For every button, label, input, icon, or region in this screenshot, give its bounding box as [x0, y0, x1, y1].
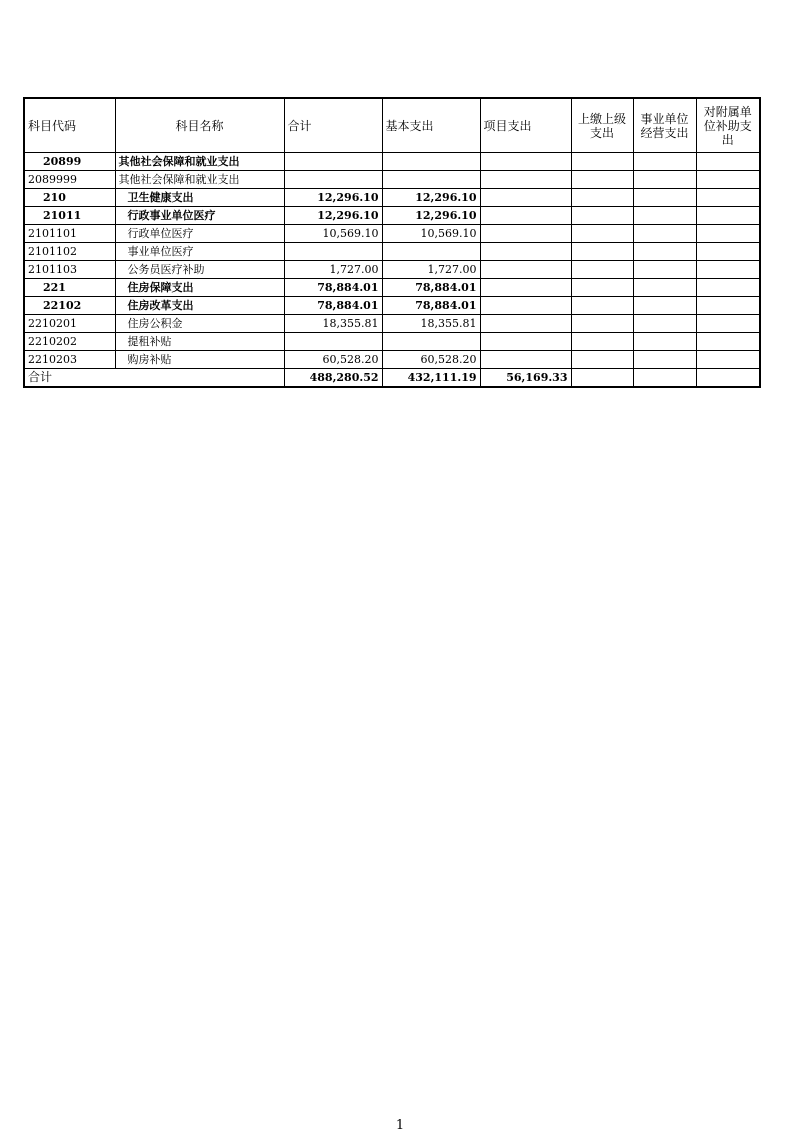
table-row [24, 261, 760, 279]
header-name: 科目名称 [115, 98, 284, 153]
cell-project [480, 297, 571, 315]
cell-code: 21011 [24, 207, 115, 225]
cell-subsidiary [696, 333, 760, 351]
cell-project [480, 315, 571, 333]
table-row [24, 351, 760, 369]
cell-business [633, 243, 696, 261]
total-project: 56,169.33 [480, 369, 571, 388]
header-basic: 基本支出 [382, 98, 480, 153]
cell-code: 221 [24, 279, 115, 297]
cell-total: 78,884.01 [284, 279, 382, 297]
cell-project [480, 351, 571, 369]
cell-subsidiary [696, 207, 760, 225]
cell-basic [382, 171, 480, 189]
cell-subsidiary [696, 171, 760, 189]
cell-subsidiary [696, 297, 760, 315]
cell-name: 其他社会保障和就业支出 [115, 153, 284, 171]
cell-name: 行政事业单位医疗 [115, 207, 284, 225]
cell-subsidiary [696, 261, 760, 279]
cell-subsidiary [696, 279, 760, 297]
cell-upper [571, 297, 633, 315]
cell-basic: 1,727.00 [382, 261, 480, 279]
cell-basic [382, 153, 480, 171]
cell-basic: 60,528.20 [382, 351, 480, 369]
cell-subsidiary [696, 315, 760, 333]
total-upper [571, 369, 633, 388]
cell-upper [571, 351, 633, 369]
table-row [24, 189, 760, 207]
cell-upper [571, 315, 633, 333]
cell-business [633, 297, 696, 315]
cell-code: 2089999 [24, 171, 115, 189]
total-business [633, 369, 696, 388]
table-row [24, 153, 760, 171]
header-business: 事业单位经营支出 [633, 98, 696, 153]
cell-subsidiary [696, 153, 760, 171]
header-total: 合计 [284, 98, 382, 153]
cell-name: 提租补贴 [115, 333, 284, 351]
table-row [24, 315, 760, 333]
cell-total: 12,296.10 [284, 207, 382, 225]
table-body [24, 153, 760, 388]
cell-business [633, 351, 696, 369]
cell-project [480, 261, 571, 279]
cell-project [480, 243, 571, 261]
cell-basic: 12,296.10 [382, 207, 480, 225]
cell-basic: 18,355.81 [382, 315, 480, 333]
cell-business [633, 225, 696, 243]
cell-upper [571, 189, 633, 207]
cell-upper [571, 261, 633, 279]
table-row [24, 171, 760, 189]
cell-project [480, 189, 571, 207]
cell-business [633, 261, 696, 279]
cell-code: 2210202 [24, 333, 115, 351]
cell-business [633, 171, 696, 189]
cell-code: 22102 [24, 297, 115, 315]
cell-code: 210 [24, 189, 115, 207]
cell-code: 2101101 [24, 225, 115, 243]
cell-basic: 78,884.01 [382, 297, 480, 315]
total-row [24, 369, 760, 388]
cell-name: 事业单位医疗 [115, 243, 284, 261]
cell-name: 行政单位医疗 [115, 225, 284, 243]
cell-project [480, 207, 571, 225]
cell-name: 其他社会保障和就业支出 [115, 171, 284, 189]
header-subsidiary: 对附属单位补助支出 [696, 98, 760, 153]
cell-project [480, 153, 571, 171]
cell-name: 购房补贴 [115, 351, 284, 369]
cell-total [284, 153, 382, 171]
table-row [24, 243, 760, 261]
cell-total: 60,528.20 [284, 351, 382, 369]
cell-upper [571, 225, 633, 243]
cell-business [633, 189, 696, 207]
header-upper: 上缴上级支出 [571, 98, 633, 153]
total-basic: 432,111.19 [382, 369, 480, 388]
total-label: 合计 [24, 369, 284, 388]
cell-business [633, 279, 696, 297]
cell-business [633, 207, 696, 225]
total-subsidiary [696, 369, 760, 388]
cell-project [480, 333, 571, 351]
cell-name: 住房保障支出 [115, 279, 284, 297]
cell-basic [382, 333, 480, 351]
table-row [24, 279, 760, 297]
cell-basic: 10,569.10 [382, 225, 480, 243]
cell-code: 2210203 [24, 351, 115, 369]
expenditure-table [23, 97, 761, 388]
table-row [24, 225, 760, 243]
cell-upper [571, 171, 633, 189]
cell-total: 78,884.01 [284, 297, 382, 315]
header-project: 项目支出 [480, 98, 571, 153]
cell-name: 住房公积金 [115, 315, 284, 333]
cell-total: 1,727.00 [284, 261, 382, 279]
cell-project [480, 279, 571, 297]
cell-code: 2210201 [24, 315, 115, 333]
cell-basic: 12,296.10 [382, 189, 480, 207]
total-amount: 488,280.52 [284, 369, 382, 388]
cell-total: 18,355.81 [284, 315, 382, 333]
cell-subsidiary [696, 243, 760, 261]
cell-business [633, 315, 696, 333]
cell-total [284, 333, 382, 351]
header-code: 科目代码 [24, 98, 115, 153]
table-row [24, 297, 760, 315]
cell-basic [382, 243, 480, 261]
cell-total [284, 243, 382, 261]
cell-subsidiary [696, 189, 760, 207]
cell-name: 卫生健康支出 [115, 189, 284, 207]
cell-name: 住房改革支出 [115, 297, 284, 315]
cell-total: 12,296.10 [284, 189, 382, 207]
cell-code: 20899 [24, 153, 115, 171]
cell-business [633, 333, 696, 351]
cell-project [480, 171, 571, 189]
cell-code: 2101103 [24, 261, 115, 279]
cell-upper [571, 243, 633, 261]
cell-code: 2101102 [24, 243, 115, 261]
cell-business [633, 153, 696, 171]
table-row [24, 333, 760, 351]
cell-total [284, 171, 382, 189]
cell-subsidiary [696, 225, 760, 243]
cell-upper [571, 333, 633, 351]
page-number: 1 [395, 1118, 405, 1133]
cell-upper [571, 279, 633, 297]
cell-name: 公务员医疗补助 [115, 261, 284, 279]
table-header [24, 98, 760, 153]
table-row [24, 207, 760, 225]
cell-total: 10,569.10 [284, 225, 382, 243]
cell-subsidiary [696, 351, 760, 369]
cell-upper [571, 207, 633, 225]
cell-basic: 78,884.01 [382, 279, 480, 297]
cell-project [480, 225, 571, 243]
cell-upper [571, 153, 633, 171]
